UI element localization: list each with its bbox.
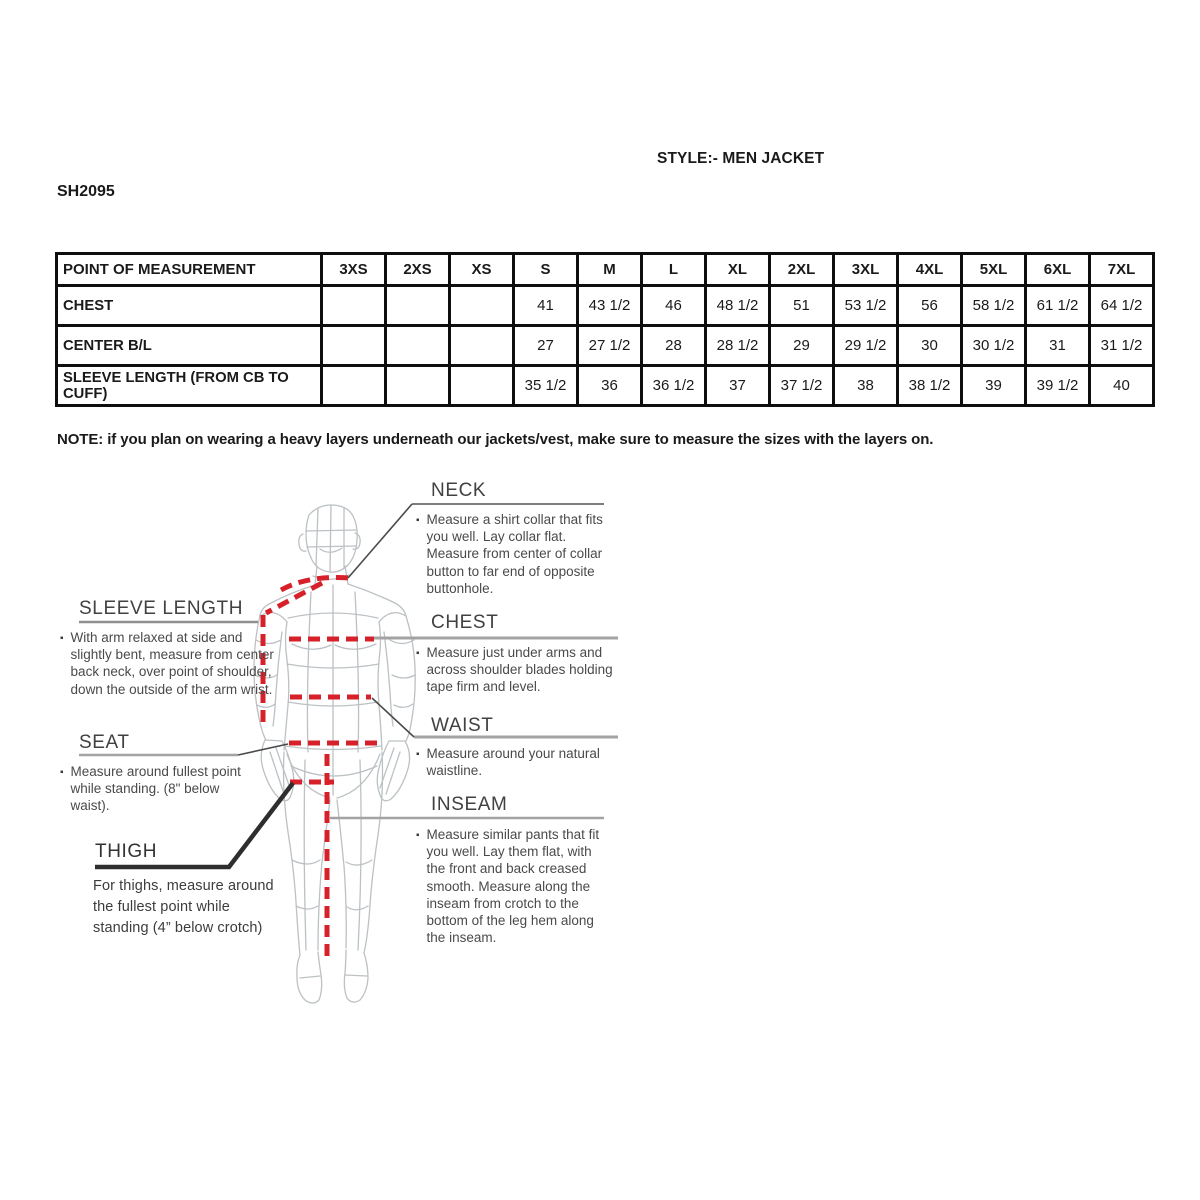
table-cell (386, 366, 450, 406)
sleeve-length-description-text: With arm relaxed at side and slightly bent, measure from center back neck, over point of shoulder, down the outside of the arm wrist. (70, 630, 274, 697)
table-cell: 28 (642, 326, 706, 366)
sleeve-length-heading: SLEEVE LENGTH (79, 598, 244, 619)
seat-description-text: Measure around fullest point while standing. (8" below waist). (70, 764, 241, 814)
table-cell: 35 1/2 (514, 366, 578, 406)
table-header-cell: XL (706, 254, 770, 286)
table-header-cell: POINT OF MEASUREMENT (57, 254, 322, 286)
table-cell: 64 1/2 (1090, 286, 1154, 326)
sleeve-length-description (60, 629, 278, 698)
table-cell: 53 1/2 (834, 286, 898, 326)
table-cell: 41 (514, 286, 578, 326)
neck-heading: NECK (431, 480, 487, 501)
waist-heading: WAIST (431, 715, 494, 736)
chest-description (416, 644, 616, 696)
table-cell: 46 (642, 286, 706, 326)
table-cell (322, 366, 386, 406)
table-header-cell: 3XS (322, 254, 386, 286)
table-row (57, 326, 1154, 366)
table-header-cell: 5XL (962, 254, 1026, 286)
table-cell: 31 1/2 (1090, 326, 1154, 366)
table-cell (322, 326, 386, 366)
waist-description (416, 745, 608, 779)
table-cell: 43 1/2 (578, 286, 642, 326)
table-row (57, 366, 1154, 406)
bullet-icon: ▪ (60, 633, 64, 644)
row-label: CHEST (57, 286, 322, 326)
table-cell: 51 (770, 286, 834, 326)
table-cell: 58 1/2 (962, 286, 1026, 326)
table-row (57, 286, 1154, 326)
table-cell: 39 (962, 366, 1026, 406)
table-header-cell: XS (450, 254, 514, 286)
bullet-icon: ▪ (60, 767, 64, 778)
size-table (55, 252, 1155, 407)
table-cell: 31 (1026, 326, 1090, 366)
size-table-wrapper (55, 252, 1155, 407)
waist-description-text: Measure around your natural waistline. (426, 746, 600, 779)
table-header-cell: 7XL (1090, 254, 1154, 286)
table-cell: 38 (834, 366, 898, 406)
bullet-icon: ▪ (416, 515, 420, 526)
table-header-cell: L (642, 254, 706, 286)
table-cell (450, 286, 514, 326)
inseam-heading: INSEAM (431, 794, 508, 815)
thigh-heading: THIGH (95, 841, 158, 862)
table-cell: 38 1/2 (898, 366, 962, 406)
table-header-cell: M (578, 254, 642, 286)
table-cell: 29 (770, 326, 834, 366)
table-header-cell: 6XL (1026, 254, 1090, 286)
row-label: CENTER B/L (57, 326, 322, 366)
table-cell: 27 (514, 326, 578, 366)
table-cell (386, 326, 450, 366)
table-cell: 37 (706, 366, 770, 406)
figure-wireframe (254, 505, 415, 1003)
row-label: SLEEVE LENGTH (FROM CB TO CUFF) (57, 366, 322, 406)
table-cell: 39 1/2 (1026, 366, 1090, 406)
table-cell: 36 (578, 366, 642, 406)
inseam-description (416, 826, 612, 946)
bullet-icon: ▪ (416, 830, 420, 841)
table-header-cell: S (514, 254, 578, 286)
table-cell (450, 326, 514, 366)
seat-description (60, 763, 260, 815)
neck-description-text: Measure a shirt collar that fits you well. Lay collar flat. Measure from center of collar button to far end of opposite buttonhole. (426, 512, 603, 596)
table-header-row (57, 254, 1154, 286)
thigh-description-text: For thighs, measure around the fullest point while standing (4” below crotch) (93, 878, 274, 936)
bullet-icon: ▪ (416, 648, 420, 659)
neck-description (416, 511, 608, 597)
table-cell: 36 1/2 (642, 366, 706, 406)
seat-heading: SEAT (79, 732, 130, 753)
inseam-description-text: Measure similar pants that fit you well. Lay them flat, with the front and back creased smooth. Measure along the inseam from crotch to the bottom of the leg hem along the inseam. (426, 827, 600, 946)
table-cell: 30 1/2 (962, 326, 1026, 366)
table-header-cell: 2XL (770, 254, 834, 286)
thigh-description (93, 876, 275, 939)
table-cell: 61 1/2 (1026, 286, 1090, 326)
table-cell (386, 286, 450, 326)
table-cell: 29 1/2 (834, 326, 898, 366)
style-code: SH2095 (57, 183, 115, 200)
table-cell (322, 286, 386, 326)
chest-heading: CHEST (431, 612, 499, 633)
table-cell: 48 1/2 (706, 286, 770, 326)
bullet-icon: ▪ (416, 749, 420, 760)
table-header-cell: 3XL (834, 254, 898, 286)
table-cell: 40 (1090, 366, 1154, 406)
table-cell: 56 (898, 286, 962, 326)
table-cell: 30 (898, 326, 962, 366)
table-cell: 37 1/2 (770, 366, 834, 406)
table-cell (450, 366, 514, 406)
page-title: STYLE:- MEN JACKET (657, 150, 825, 167)
table-header-cell: 2XS (386, 254, 450, 286)
table-cell: 27 1/2 (578, 326, 642, 366)
chest-description-text: Measure just under arms and across shoulder blades holding tape firm and level. (426, 645, 613, 695)
table-cell: 28 1/2 (706, 326, 770, 366)
table-header-cell: 4XL (898, 254, 962, 286)
note-text: NOTE: if you plan on wearing a heavy layers underneath our jackets/vest, make sure to measure the sizes with the layers on. (57, 431, 934, 448)
